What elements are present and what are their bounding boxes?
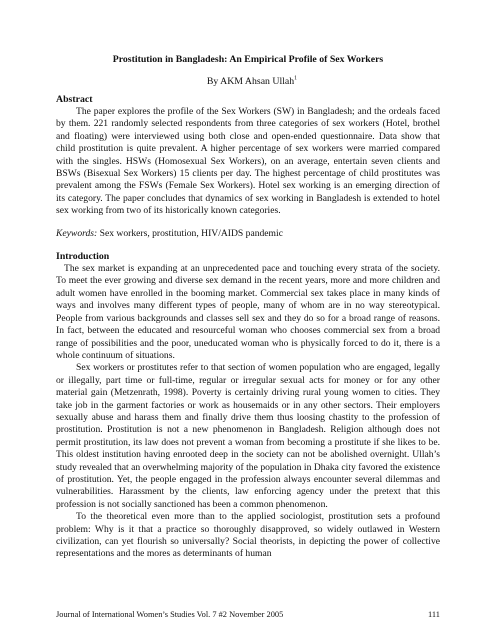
abstract-heading: Abstract (56, 94, 93, 105)
page-footer (56, 610, 440, 620)
author-footnote-marker: 1 (294, 75, 298, 82)
intro-paragraph-1: The sex market is expanding at an unprecedented pace and touching every strata of the society. To meet the ever growing and diverse sex demand in the recent years, more and more children and adult women have enrolled in the booming market. Commercial sex takes place in many kinds of ways and involves many different types of people, many of whom are in no way stereotypical. People from various backgrounds and classes sell sex and they do so for a broad range of reasons. In fact, between the educated and resourceful woman who chooses commercial sex from a broad range of possibilities and the poor, uneducated woman who is physically forced to do it, there is a whole continuum of situations. (56, 263, 440, 361)
article-body (56, 54, 440, 561)
keywords-line (56, 228, 440, 240)
author-line (56, 76, 440, 88)
keywords-label: Keywords: (56, 227, 98, 239)
journal-citation: Journal of International Women’s Studies Vol. 7 #2 November 2005 (56, 610, 284, 619)
introduction-heading: Introduction (56, 251, 110, 263)
intro-paragraph-3: To the theoretical even more than to the applied sociologist, prostitution sets a profound problem: Why is it that a practice so thoroughly disapproved, so widely outlawed in Western civilization, can yet flourish so universally? Social theorists, in depicting the power of collective representations and the mores as determinants of human (56, 511, 440, 560)
paper-title: Prostitution in Bangladesh: An Empirical Profile of Sex Workers (112, 54, 384, 65)
intro-paragraph-2: Sex workers or prostitutes refer to that section of women population who are engaged, legally or illegally, part time or full-time, regular or irregular sexual acts for money or for any other material gain (Metzenrath, 1998). Poverty is certainly driving rural young women to cities. They take job in the garment factories or work as housemaids or in any other sectors. Their employers sexually abuse and harass them and finally drive them thus loosing chastity to the profession of prostitution. Prostitution is not a new phenomenon in Bangladesh. Religion although does not permit prostitution, its law does not prevent a woman from becoming a prostitute if she likes to be. This oldest institution having enrooted deep in the society can not be abolished overnight. Ullah’s study revealed that an overwhelming majority of the population in Dhaka city favored the existence of prostitution. Yet, the people engaged in the profession always encounter several dilemmas and vulnerabilities. Harassment by the clients, law enforcing agency under the pretext that this profession is not socially sanctioned has been a common phenomenon. (56, 362, 440, 510)
page-number: 111 (428, 610, 440, 619)
keywords-values: Sex workers, prostitution, HIV/AIDS pandemic (99, 227, 283, 239)
abstract-text: The paper explores the profile of the Sex Workers (SW) in Bangladesh; and the ordeals faced by them. 221 randomly selected respondents from three categories of sex workers (Hotel, brothel and floating) were interviewed using both close and open-ended questionnaire. Data show that child prostitution is quite prevalent. A higher percentage of sex workers were married compared with the singles. HSWs (Homosexual Sex Workers), on an average, entertain seven clients and BSWs (Bisexual Sex Workers) 15 clients per day. The highest percentage of child prostitutes was prevalent among the FSWs (Female Sex Workers). Hotel sex working is an emerging direction of its category. The paper concludes that dynamics of sex working in Bangladesh is extended to hotel sex working from two of its historically known categories. (56, 106, 440, 217)
author-name: By AKM Ahsan Ullah (206, 76, 295, 87)
